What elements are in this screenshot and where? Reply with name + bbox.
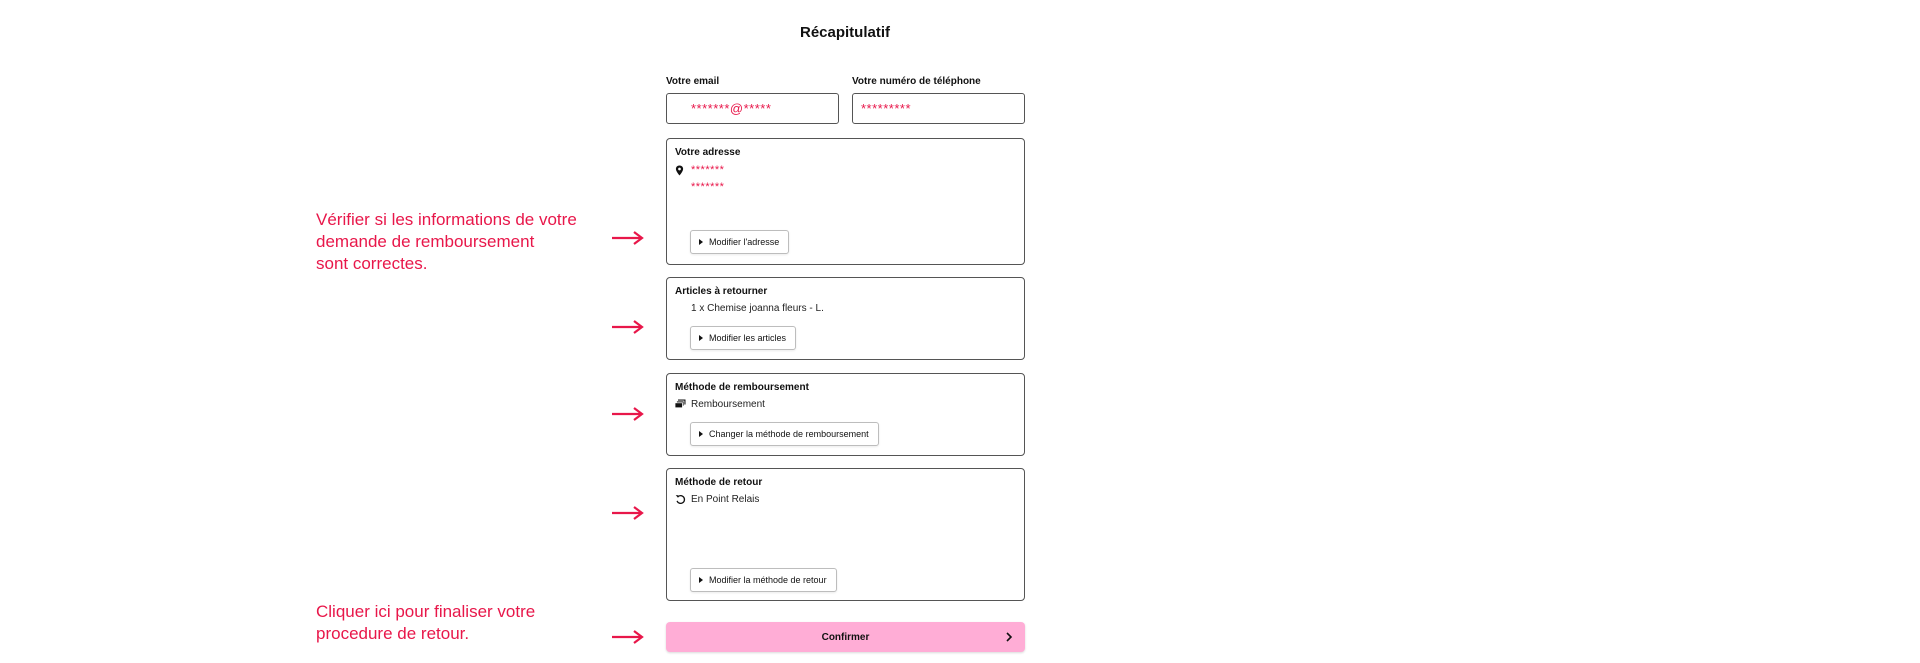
arrow-right-icon [612,506,644,520]
edit-address-button[interactable] [690,230,789,254]
address-line-1-text: ******* [691,164,725,176]
email-label: Votre email [666,76,720,87]
return-method-card [666,468,1025,601]
page-title: Récapitulatif [799,24,890,41]
change-refund-method-label: Changer la méthode de remboursement [709,429,869,439]
article-item-text: 1 x Chemise joanna fleurs - L. [691,302,824,314]
articles-title: Articles à retourner [675,286,768,297]
arrow-right-icon [612,630,644,644]
finalize-annotation: Cliquer ici pour finaliser votre procedure de retour. [316,602,536,643]
return-method-title: Méthode de retour [675,477,763,488]
phone-label: Votre numéro de téléphone [852,76,981,87]
edit-articles-label: Modifier les articles [709,333,787,343]
chevron-right-icon [1003,631,1015,643]
undo-icon [675,493,688,505]
articles-card [666,277,1025,360]
verify-annotation: Vérifier si les informations de votre demande de remboursement sont correctes. [316,210,577,273]
address-line-2-text: ******* [691,181,725,193]
caret-right-icon [699,239,703,245]
phone-field[interactable] [852,93,1025,124]
return-method-value: En Point Relais [691,493,760,505]
caret-right-icon [699,577,703,583]
arrow-right-icon [612,320,644,334]
address-line-2 [675,181,724,193]
caret-right-icon [699,335,703,341]
return-method-line [675,493,759,505]
address-title: Votre adresse [675,147,741,158]
confirm-label: Confirmer [821,631,870,643]
refund-method-value: Remboursement [691,398,765,410]
refund-method-line [675,398,765,410]
email-field[interactable] [666,93,839,124]
caret-right-icon [699,431,703,437]
change-refund-method-button[interactable] [690,422,879,446]
arrow-right-icon [612,407,644,421]
article-item [675,302,824,314]
arrow-right-icon [612,231,644,245]
edit-return-method-button[interactable] [690,568,837,592]
banknotes-icon [675,398,688,410]
confirm-button[interactable] [666,622,1025,652]
address-line-1 [675,164,724,176]
edit-return-method-label: Modifier la méthode de retour [709,575,827,585]
map-pin-icon [675,164,688,176]
address-card [666,138,1025,265]
edit-address-label: Modifier l'adresse [709,237,780,247]
email-value: *******@***** [691,101,772,116]
phone-value: ********* [861,101,912,116]
refund-method-title: Méthode de remboursement [675,382,809,393]
edit-articles-button[interactable] [690,326,796,350]
refund-method-card [666,373,1025,456]
